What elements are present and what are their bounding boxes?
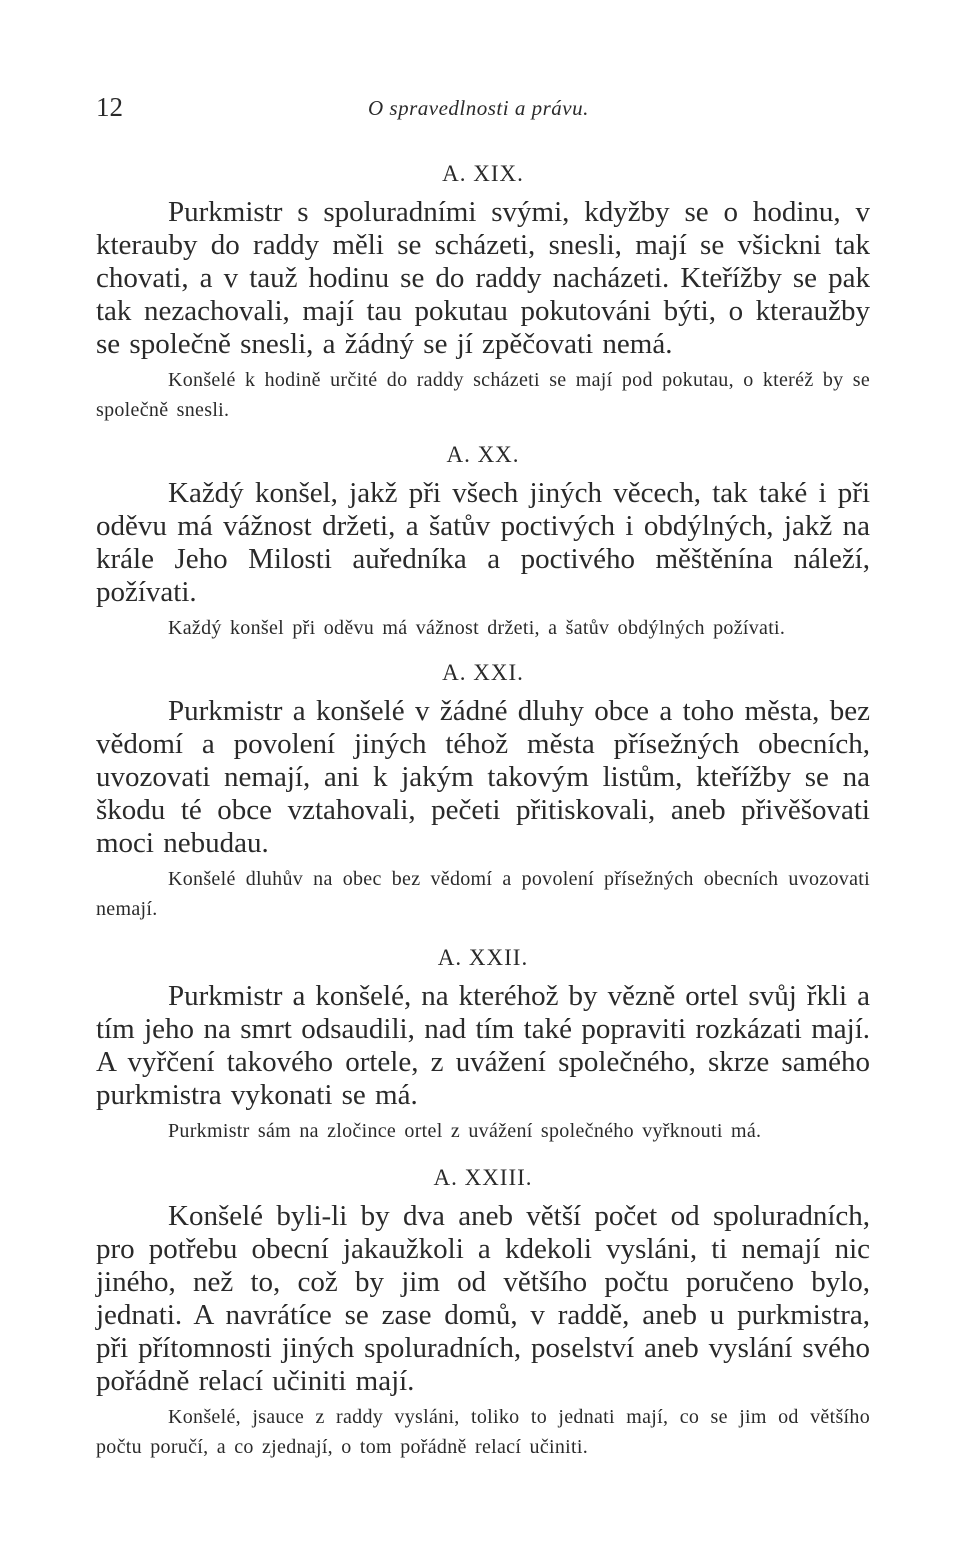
article-text: Purkmistr s spoluradními svými, kdyžby se o hodinu, v kterauby do raddy měli se scházeti, snesli, mají se všickni tak chovati, a v tauž hodinu se do raddy nacházeti. Kteřížby se pak tak nezachovali, mají tau pokutau pokutováni býti, o kterаužby se společně snesli, a žádný se jí zpěčovati nemá. [96, 196, 870, 360]
article-21 [96, 651, 870, 924]
article-23 [96, 1156, 870, 1462]
article-text: Každý konšel, jakž při všech jiných věcech, tak také i při oděvu má vážnost držeti, a šatův poctivých i obdýlných, jakž na krále Jeho Milosti auředníka a poctivého měštěnína náleží, požívati. [96, 477, 870, 608]
article-22 [96, 936, 870, 1146]
article-text: Purkmistr a konšelé v žádné dluhy obce a toho města, bez vědomí a povolení jiných téhož města přísežných obecních, uvozovati nemají, ani k jakým takovým listům, kteřížby se na škodu té obce vztahovali, pečeti přitiskovali, aneb přivěšovati moci nebudau. [96, 695, 870, 859]
article-heading: A. XXII. [437, 945, 529, 970]
page-body [96, 152, 870, 1462]
article-summary: Každý konšel při oděvu má vážnost držeti, a šatův obdýlných požívati. [168, 617, 786, 639]
running-title: O spravedlnosti a právu. [368, 96, 589, 120]
article-summary: Konšelé, jsauce z raddy vysláni, toliko to jednati mají, co se jim od většího počtu poručí, a co zjednají, o tom pořádně relací učiniti. [96, 1406, 870, 1458]
article-heading: A. XIX. [442, 161, 524, 186]
article-heading: A. XXI. [442, 660, 524, 685]
article-summary: Konšelé dluhův na obec bez vědomí a povolení přísežných obecních uvozovati nemají. [96, 868, 870, 920]
article-summary: Purkmistr sám na zločince ortel z uvážení společného vyřknouti má. [168, 1120, 762, 1142]
article-20 [96, 433, 870, 643]
page-header [96, 92, 876, 128]
article-heading: A. XXIII. [433, 1165, 533, 1190]
article-heading: A. XX. [446, 442, 520, 467]
article-text: Konšelé byli-li by dva aneb větší počet od spoluradních, pro potřebu obecní jakaužkoli a kdekoli vysláni, ti nemají nic jiného, než to, což by jim od většího počtu poručeno bylo, jednati. A navrátíce se zase domů, v raddě, aneb u purkmistra, při přítomnosti jiných spoluradních, poselství aneb vyslání svého pořádně relací učiniti mají. [96, 1200, 870, 1397]
article-text: Purkmistr a konšelé, na kteréhož by vězně ortel svůj řkli a tím jeho na smrt odsaudili, nad tím také popraviti rozkázati mají. A vyřčení takového ortele, z uvážení společného, skrze samého purkmistra vykonati se má. [96, 980, 870, 1111]
article-19 [96, 152, 870, 425]
article-summary: Konšelé k hodině určité do raddy scházeti se mají pod pokutau, o kteréž by se společně snesli. [96, 369, 870, 421]
page-number: 12 [96, 92, 123, 122]
